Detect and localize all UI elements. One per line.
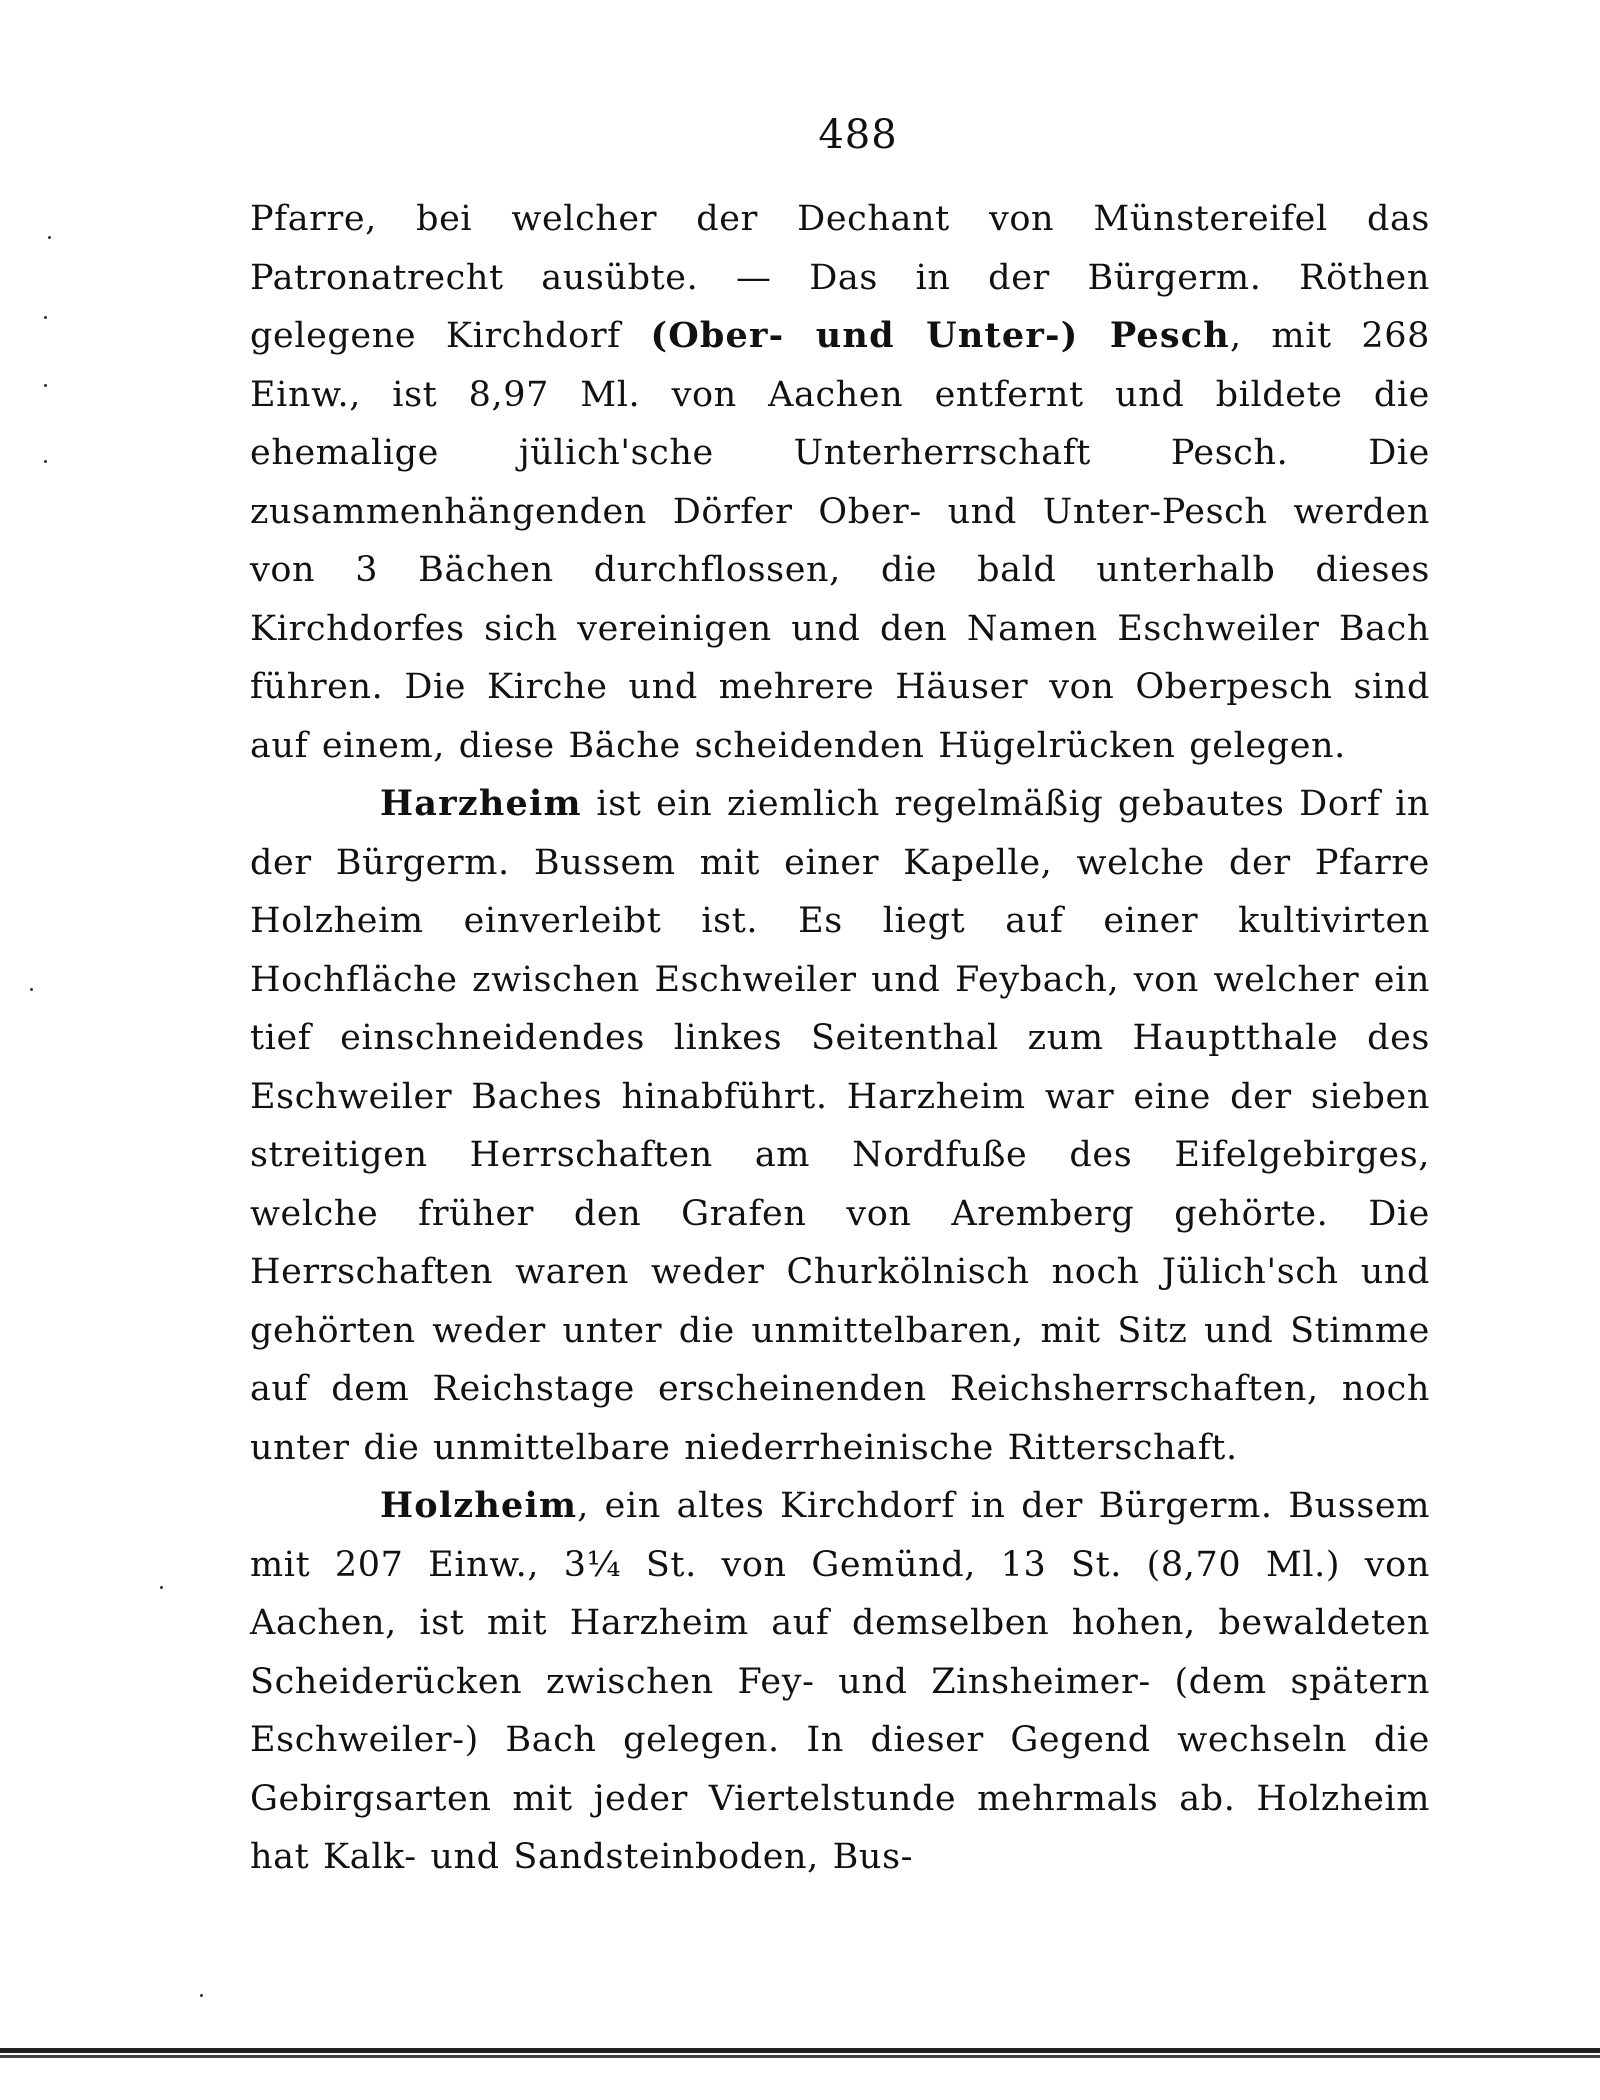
paragraph-pesch (250, 190, 1430, 775)
page-number: 488 (818, 112, 898, 158)
text-run: ist ein ziemlich regelmäßig gebautes Dorf in der Bürgerm. Bussem mit einer Kapelle, welche der Pfarre Holzheim einverleibt ist. Es liegt auf einer kultivirten Hochfläche zwischen Eschweiler und Feybach, von welcher ein tief einschneidendes linkes Seitenthal zum Hauptthale des Eschweiler Baches hinabführt. Harzheim war eine der sieben streitigen Herrschaften am Nordfuße des Eifelgebirges, welche früher den Grafen von Aremberg gehörte. Die Herrschaften waren weder Churkölnisch noch Jülich'sch und gehörten weder unter die unmittelbaren, mit Sitz und Stimme auf dem Reichstage erscheinenden Reichsherrschaften, noch unter die unmittelbare niederrheinische Ritterschaft. (250, 784, 1430, 1468)
text-run: , mit 268 Einw., ist 8,97 Ml. von Aachen entfernt und bildete die ehemalige jülich'sche Unterherrschaft Pesch. Die zusammenhängenden Dörfer Ober- und Unter-Pesch werden von 3 Bächen durchflossen, die bald unterhalb dieses Kirchdorfes sich vereinigen und den Namen Eschweiler Bach führen. Die Kirche und mehrere Häuser von Oberpesch sind auf einem, diese Bäche scheidenden Hügelrücken gelegen. (250, 316, 1430, 766)
text-run: Pfarre, bei welcher der Dechant von Münstereifel das Patronatrecht ausübte. — Das in der Bürgerm. Röthen gelegene Kirchdorf (250, 199, 1430, 356)
margin-speck (44, 316, 47, 319)
body-text (250, 190, 1430, 1887)
place-name-holzheim: Holzheim (380, 1485, 578, 1526)
margin-speck (30, 988, 33, 991)
margin-speck (48, 236, 51, 239)
margin-speck (44, 460, 47, 463)
text-run: , ein altes Kirchdorf in der Bürgerm. Bussem mit 207 Einw., 3¼ St. von Gemünd, 13 St. (8,70 Ml.) von Aachen, ist mit Harzheim auf demselben hohen, bewaldeten Scheiderücken zwischen Fey- und Zinsheimer- (dem spätern Eschweiler-) Bach gelegen. In dieser Gegend wechseln die Gebirgsarten mit jeder Viertelstunde mehrmals ab. Holzheim hat Kalk- und Sandsteinboden, Bus- (250, 1486, 1430, 1877)
paragraph-harzheim (250, 775, 1430, 1477)
bottom-edge-rule (0, 2048, 1600, 2058)
place-name-pesch: (Ober- und Unter-) Pesch (650, 315, 1230, 356)
margin-speck (160, 1586, 163, 1589)
place-name-harzheim: Harzheim (380, 783, 582, 824)
margin-speck (200, 1994, 203, 1997)
paragraph-holzheim (250, 1477, 1430, 1887)
margin-speck (44, 384, 47, 387)
